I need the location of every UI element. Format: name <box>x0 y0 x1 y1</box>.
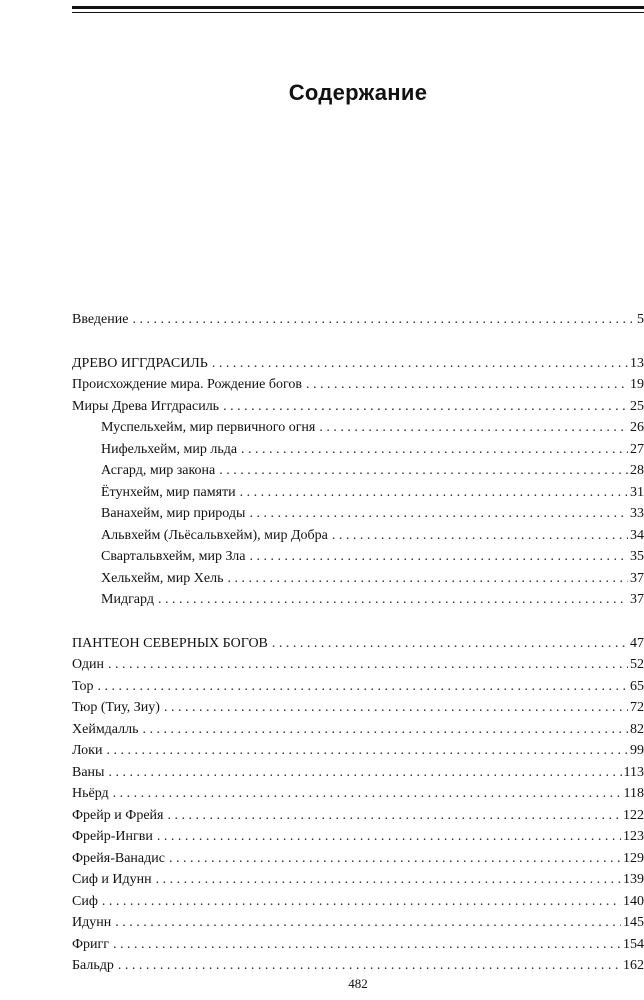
toc-entry-title: Хельхейм, мир Хель <box>101 570 224 586</box>
toc-dot-leader <box>223 399 628 415</box>
toc-entry[interactable] <box>72 808 644 830</box>
toc-dot-leader <box>118 958 621 974</box>
toc-dot-leader <box>106 743 628 759</box>
section-gap <box>72 614 644 636</box>
toc-entry-title: Фрейя-Ванадис <box>72 850 165 866</box>
toc-entry-title: Тор <box>72 678 94 694</box>
toc-entry-page: 82 <box>630 721 644 737</box>
toc-entry-page: 122 <box>623 807 644 823</box>
toc-entry[interactable] <box>72 356 644 378</box>
toc-entry-title: Фрейр-Ингви <box>72 829 153 844</box>
toc-dot-leader <box>132 312 635 328</box>
toc-entry[interactable] <box>72 442 644 464</box>
toc-dot-leader <box>158 592 628 608</box>
toc-dot-leader <box>241 442 628 458</box>
toc-entry[interactable] <box>72 528 644 550</box>
toc-entry-title: Тюр (Тиу, Зиу) <box>72 700 160 715</box>
toc-dot-leader <box>98 679 629 695</box>
toc-dot-leader <box>272 636 628 652</box>
toc-dot-leader <box>306 377 628 393</box>
toc-entry-title: Ваны <box>72 764 105 780</box>
toc-entry-page: 139 <box>623 872 644 887</box>
toc-entry-page: 13 <box>630 355 644 371</box>
toc-entry-title: Локи <box>72 743 103 758</box>
toc-entry[interactable] <box>72 571 644 593</box>
toc-entry-page: 31 <box>630 484 644 500</box>
toc-entry-page: 140 <box>623 893 644 909</box>
toc-entry-title: ПАНТЕОН СЕВЕРНЫХ БОГОВ <box>72 635 268 651</box>
toc-entry[interactable] <box>72 485 644 507</box>
toc-entry[interactable] <box>72 636 644 658</box>
toc-entry[interactable] <box>72 679 644 701</box>
toc-entry[interactable] <box>72 851 644 873</box>
toc-dot-leader <box>113 937 621 953</box>
toc-dot-leader <box>108 765 621 781</box>
toc-entry-page: 118 <box>623 786 644 801</box>
toc-entry-page: 19 <box>630 377 644 392</box>
page-title: Содержание <box>288 80 428 105</box>
toc-entry-page: 25 <box>630 398 644 414</box>
toc-entry-title: Хеймдалль <box>72 721 139 737</box>
toc-entry-page: 72 <box>630 700 644 715</box>
toc-entry-title: Муспельхейм, мир первичного огня <box>101 420 316 435</box>
toc-entry[interactable] <box>72 377 644 399</box>
toc-entry[interactable] <box>72 657 644 679</box>
toc-entry-title: Фрейр и Фрейя <box>72 807 164 823</box>
toc-dot-leader <box>212 356 628 372</box>
toc-entry-title: Ньёрд <box>72 786 109 801</box>
toc-dot-leader <box>249 506 628 522</box>
toc-entry-page: 52 <box>630 657 644 672</box>
toc-entry[interactable] <box>72 700 644 722</box>
toc-entry-page: 129 <box>623 850 644 866</box>
toc-entry-title: Сиф <box>72 893 98 909</box>
toc-entry-title: Альвхейм (Льёсальвхейм), мир Добра <box>101 527 328 543</box>
toc-entry[interactable] <box>72 506 644 528</box>
toc-entry-page: 154 <box>623 936 644 952</box>
toc-entry-title: Ванахейм, мир природы <box>101 506 246 521</box>
toc-entry-title: Нифельхейм, мир льда <box>101 441 238 457</box>
toc-entry-page: 162 <box>623 958 644 973</box>
toc-entry-page: 5 <box>637 312 644 327</box>
toc-entry-page: 99 <box>630 743 644 758</box>
toc-entry-title: Один <box>72 657 105 672</box>
toc-dot-leader <box>164 700 628 716</box>
toc-entry[interactable] <box>72 872 644 894</box>
toc-entry[interactable] <box>72 399 644 421</box>
toc-entry-page: 113 <box>623 764 644 780</box>
toc-entry-title: ДРЕВО ИГГДРАСИЛЬ <box>72 355 208 371</box>
toc-entry-title: Асгард, мир закона <box>101 463 216 478</box>
toc-entry[interactable] <box>72 463 644 485</box>
toc-entry-title: Происхождение мира. Рождение богов <box>72 377 302 392</box>
toc-entry[interactable] <box>72 937 644 959</box>
toc-dot-leader <box>143 722 629 738</box>
toc-dot-leader <box>169 851 621 867</box>
toc-entry-page: 47 <box>630 635 644 651</box>
toc-entry-title: Сиф и Идунн <box>72 872 152 887</box>
toc-entry-page: 37 <box>630 570 644 586</box>
toc-entry-title: Свартальвхейм, мир Зла <box>101 549 246 564</box>
toc-entry-page: 26 <box>630 420 644 435</box>
toc-entry[interactable] <box>72 549 644 571</box>
toc-entry-page: 65 <box>630 678 644 694</box>
toc-dot-leader <box>240 485 628 501</box>
toc-entry[interactable] <box>72 722 644 744</box>
toc-entry[interactable] <box>72 592 644 614</box>
toc-entry[interactable] <box>72 312 644 334</box>
toc-entry-page: 28 <box>630 463 644 478</box>
page-number: 482 <box>348 976 368 991</box>
toc-entry-title: Бальдр <box>72 958 114 973</box>
toc-entry-page: 145 <box>623 915 644 930</box>
toc-dot-leader <box>250 549 629 565</box>
toc-entry-title: Ётунхейм, мир памяти <box>101 484 236 500</box>
toc-dot-leader <box>332 528 628 544</box>
toc-entry[interactable] <box>72 420 644 442</box>
toc-entry-page: 123 <box>623 829 644 844</box>
header-rule-thin <box>72 12 644 13</box>
toc-dot-leader <box>113 786 622 802</box>
toc-dot-leader <box>319 420 628 436</box>
toc-dot-leader <box>108 657 628 673</box>
toc-entry-title: Введение <box>72 312 129 327</box>
toc-dot-leader <box>102 894 621 910</box>
toc-entry-page: 34 <box>630 527 644 543</box>
toc-entry[interactable] <box>72 894 644 916</box>
toc-dot-leader <box>227 571 628 587</box>
toc-dot-leader <box>157 829 621 845</box>
toc-dot-leader <box>115 915 621 931</box>
toc-entry-title: Мидгард <box>101 592 154 607</box>
toc-entry[interactable] <box>72 829 644 851</box>
section-gap <box>72 334 644 356</box>
toc-entry-page: 33 <box>630 506 644 521</box>
toc-dot-leader <box>167 808 621 824</box>
toc-entry[interactable] <box>72 765 644 787</box>
toc-entry-title: Фригг <box>72 936 110 952</box>
toc-entry[interactable] <box>72 743 644 765</box>
toc-entry[interactable] <box>72 786 644 808</box>
toc-entry-page: 37 <box>630 592 644 607</box>
table-of-contents <box>72 312 644 980</box>
toc-dot-leader <box>156 872 621 888</box>
toc-entry[interactable] <box>72 915 644 937</box>
header-rule-thick <box>72 6 644 9</box>
toc-entry-title: Идунн <box>72 915 112 930</box>
toc-entry-page: 27 <box>630 441 644 457</box>
toc-entry-title: Миры Древа Иггдрасиль <box>72 398 220 414</box>
toc-dot-leader <box>219 463 628 479</box>
toc-entry-page: 35 <box>630 549 644 564</box>
